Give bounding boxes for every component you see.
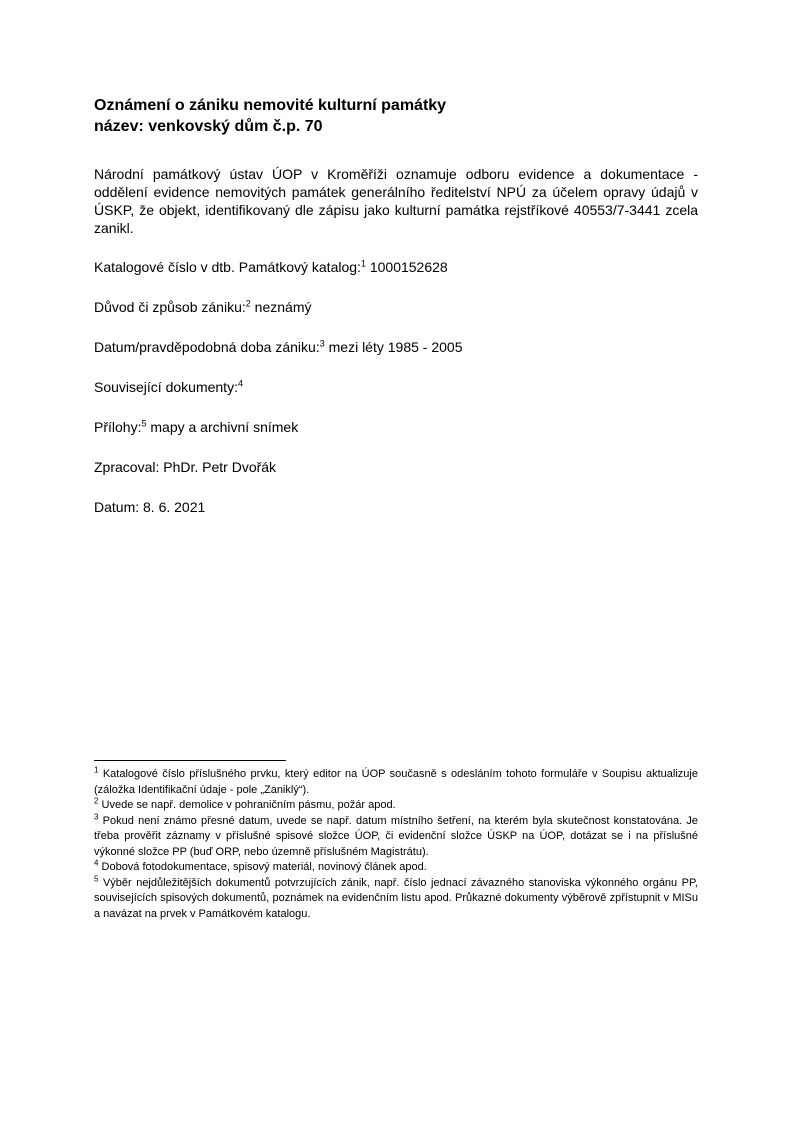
footnote-number: 3	[94, 811, 99, 821]
field-value: neznámý	[250, 299, 312, 315]
field-label: Katalogové číslo v dtb. Památkový katalog:	[94, 259, 361, 275]
field-related-documents	[94, 378, 698, 396]
field-catalog-number	[94, 258, 698, 276]
footnote-ref[interactable]: 3	[319, 338, 325, 349]
footnote-ref[interactable]: 5	[141, 418, 147, 429]
footnote-item	[94, 860, 698, 876]
field-label: Datum/pravděpodobná doba zániku:	[94, 339, 320, 355]
footnote-text: Pokud není známo přesné datum, uvede se např. datum místního šetření, na kterém byla skutečnost konstatována. Je třeba prověřit záznamy v příslušné spisové složce ÚOP, či evidenční složce ÚSKP na ÚOP, dotázat se i na příslušné výkonné složce PP (buď ORP, nebo územně příslušném Magistrátu).	[94, 814, 698, 858]
footnote-number: 4	[94, 858, 99, 868]
footnote-number: 1	[94, 765, 99, 775]
field-value: mapy a archivní snímek	[146, 419, 299, 435]
footnote-item	[94, 811, 698, 861]
footnote-item	[94, 873, 698, 923]
footnote-item	[94, 798, 698, 814]
footnote-separator	[94, 760, 286, 761]
field-value: mezi léty 1985 - 2005	[324, 339, 463, 355]
document-body	[94, 95, 698, 516]
field-attachments	[94, 418, 698, 436]
footnotes	[94, 767, 698, 922]
field-label: Související dokumenty:	[94, 379, 238, 395]
field-date-of-demise	[94, 338, 698, 356]
title-line-1: Oznámení o zániku nemovité kulturní památky	[94, 97, 447, 114]
document-title	[94, 95, 698, 137]
footnote-number: 5	[94, 873, 99, 883]
footnote-text: Katalogové číslo příslušného prvku, který editor na ÚOP současně s odesláním tohoto formuláře v Soupisu aktualizuje (záložka Identifikační údaje - pole „Zaniklý“).	[94, 768, 698, 796]
field-reason	[94, 298, 698, 316]
footnote-number: 2	[94, 796, 99, 806]
field-value: 1000152628	[365, 259, 448, 275]
document-date: Datum: 8. 6. 2021	[94, 499, 206, 515]
footnote-item	[94, 767, 698, 798]
prepared-by: Zpracoval: PhDr. Petr Dvořák	[94, 459, 277, 475]
intro-paragraph: Národní památkový ústav ÚOP v Kroměříži oznamuje odboru evidence a dokumentace - oddělení evidence nemovitých památek generálního ředitelství NPÚ za účelem opravy údajů v ÚSKP, že objekt, identifikovaný dle zápisu jako kulturní památka rejstříkové 40553/7-3441 zcela zanikl.	[94, 166, 698, 236]
footnote-ref[interactable]: 1	[360, 258, 366, 269]
footnote-text: Dobová fotodokumentace, spisový materiál, novinový článek apod.	[98, 861, 427, 873]
footnote-text: Uvede se např. demolice v pohraničním pásmu, požár apod.	[98, 799, 396, 811]
footnote-ref[interactable]: 2	[245, 298, 251, 309]
field-label: Přílohy:	[94, 419, 142, 435]
footnote-ref[interactable]: 4	[237, 378, 243, 389]
footnote-text: Výběr nejdůležitějších dokumentů potvrzujících zánik, např. číslo jednací závazného stanoviska výkonného orgánu PP, souvisejících spisových dokumentů, poznámek na evidenčním listu apod. Průkazné dokumenty výběrově zpřístupnit v MISu a navázat na prvek v Památkovém katalogu.	[94, 876, 698, 920]
title-line-2: název: venkovský dům č.p. 70	[94, 118, 323, 135]
field-label: Důvod či způsob zániku:	[94, 299, 246, 315]
